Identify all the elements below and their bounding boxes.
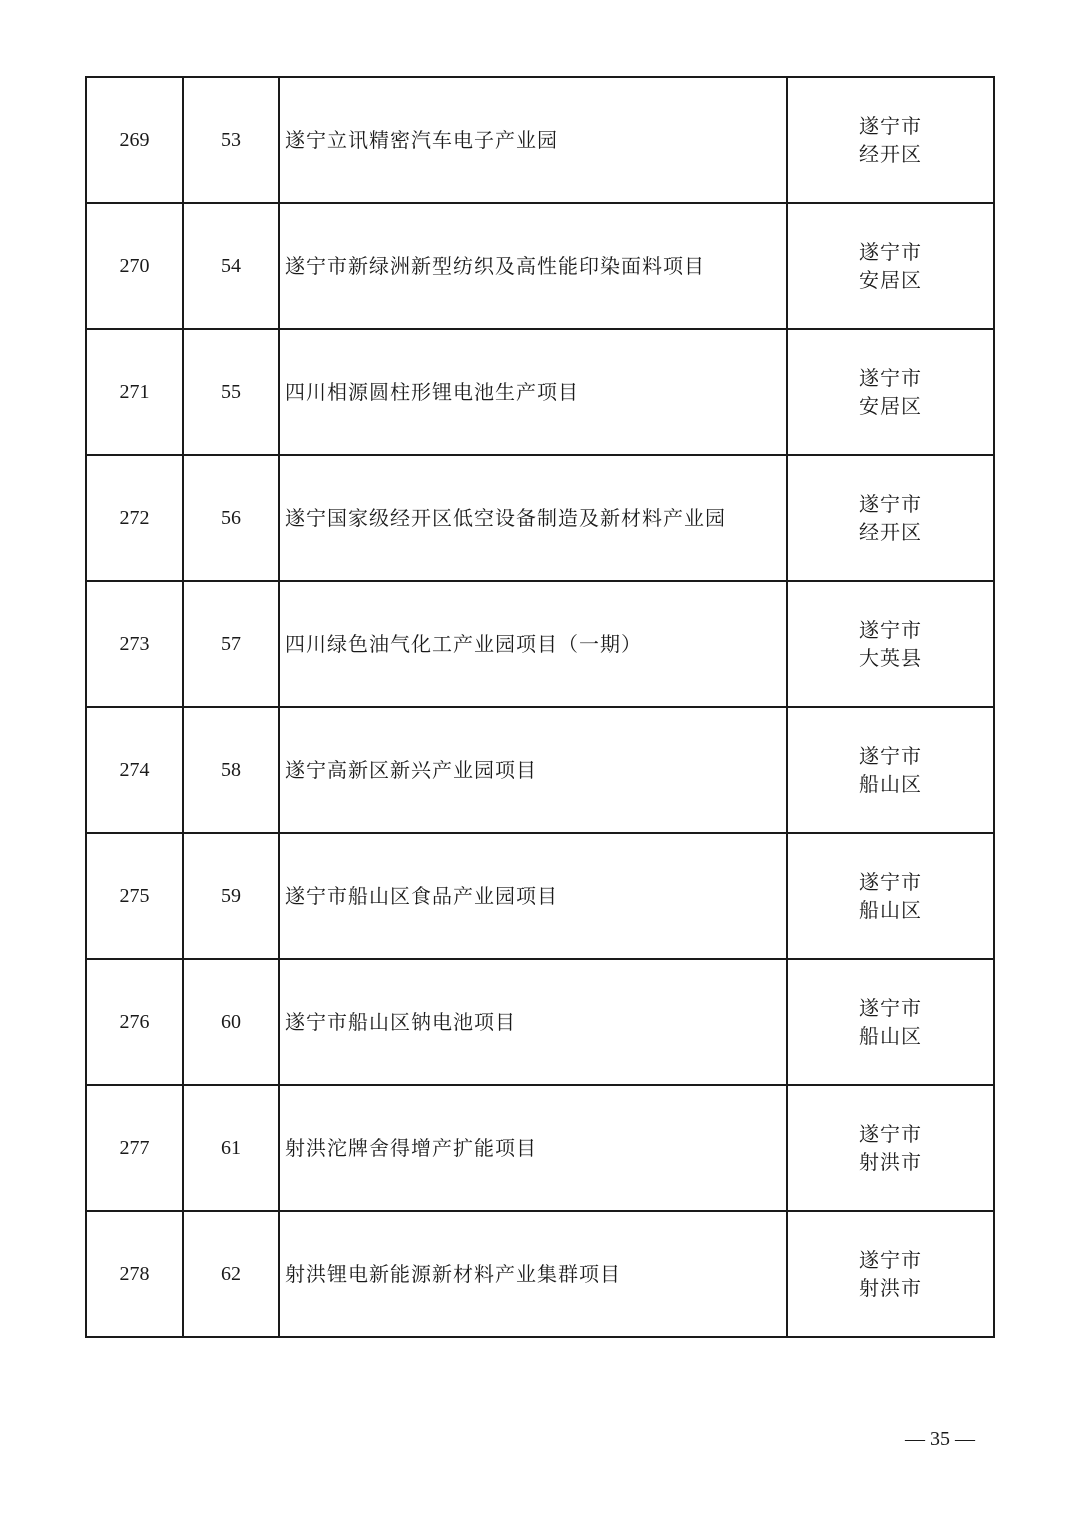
location-city: 遂宁市 [859,744,922,768]
table-row [86,203,994,329]
project-name-cell: 遂宁高新区新兴产业园项目 [279,707,787,833]
location-cell [787,959,994,1085]
location-cell [787,329,994,455]
location-city: 遂宁市 [859,1122,922,1146]
serial-number-cell: 269 [86,77,183,203]
table-row [86,1211,994,1337]
project-name-cell: 四川相源圆柱形锂电池生产项目 [279,329,787,455]
location-cell [787,77,994,203]
location-city: 遂宁市 [859,240,922,264]
serial-number-cell: 271 [86,329,183,455]
location-district: 射洪市 [859,1276,922,1300]
sub-number-cell: 59 [183,833,279,959]
serial-number-cell: 274 [86,707,183,833]
location-city: 遂宁市 [859,114,922,138]
serial-number-cell: 275 [86,833,183,959]
location-district: 船山区 [859,898,922,922]
project-name-cell: 遂宁立讯精密汽车电子产业园 [279,77,787,203]
project-name-cell: 遂宁市新绿洲新型纺织及高性能印染面料项目 [279,203,787,329]
location-cell [787,581,994,707]
location-district: 经开区 [859,142,922,166]
location-city: 遂宁市 [859,618,922,642]
location-city: 遂宁市 [859,366,922,390]
serial-number-cell: 272 [86,455,183,581]
location-city: 遂宁市 [859,870,922,894]
sub-number-cell: 60 [183,959,279,1085]
sub-number-cell: 58 [183,707,279,833]
sub-number-cell: 56 [183,455,279,581]
project-name-cell: 遂宁市船山区食品产业园项目 [279,833,787,959]
project-name-cell: 遂宁市船山区钠电池项目 [279,959,787,1085]
location-cell [787,1211,994,1337]
serial-number-cell: 273 [86,581,183,707]
project-name-cell: 射洪锂电新能源新材料产业集群项目 [279,1211,787,1337]
location-district: 安居区 [859,394,922,418]
location-district: 船山区 [859,772,922,796]
location-cell [787,203,994,329]
sub-number-cell: 62 [183,1211,279,1337]
location-district: 射洪市 [859,1150,922,1174]
location-city: 遂宁市 [859,1248,922,1272]
table-row [86,833,994,959]
project-name-cell: 四川绿色油气化工产业园项目（一期） [279,581,787,707]
serial-number-cell: 277 [86,1085,183,1211]
sub-number-cell: 57 [183,581,279,707]
location-cell [787,833,994,959]
location-cell [787,1085,994,1211]
project-table-body [86,77,994,1337]
location-district: 安居区 [859,268,922,292]
location-district: 船山区 [859,1024,922,1048]
project-table [85,76,995,1338]
sub-number-cell: 53 [183,77,279,203]
location-district: 大英县 [859,646,922,670]
location-cell [787,707,994,833]
project-name-cell: 射洪沱牌舍得增产扩能项目 [279,1085,787,1211]
serial-number-cell: 278 [86,1211,183,1337]
location-city: 遂宁市 [859,492,922,516]
page-number: — 35 — [905,1428,975,1450]
table-row [86,1085,994,1211]
table-row [86,329,994,455]
location-cell [787,455,994,581]
table-row [86,707,994,833]
table-row [86,455,994,581]
sub-number-cell: 54 [183,203,279,329]
serial-number-cell: 270 [86,203,183,329]
table-row [86,959,994,1085]
project-name-cell: 遂宁国家级经开区低空设备制造及新材料产业园 [279,455,787,581]
table-row [86,77,994,203]
location-district: 经开区 [859,520,922,544]
sub-number-cell: 61 [183,1085,279,1211]
sub-number-cell: 55 [183,329,279,455]
location-city: 遂宁市 [859,996,922,1020]
serial-number-cell: 276 [86,959,183,1085]
table-row [86,581,994,707]
